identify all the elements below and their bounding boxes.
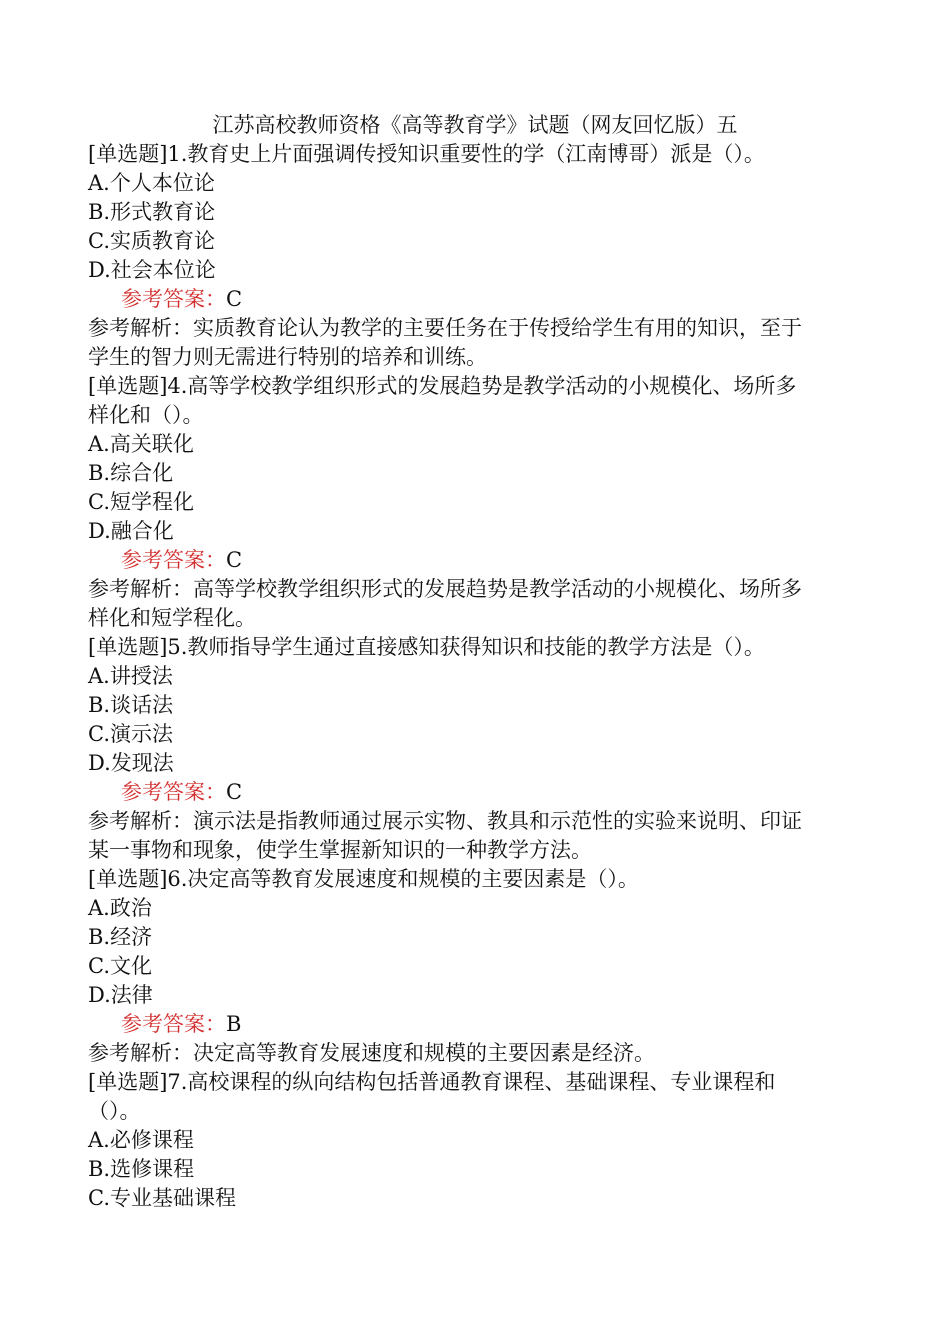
- answer-analysis: 参考解析：实质教育论认为教学的主要任务在于传授给学生有用的知识，至于: [88, 316, 802, 340]
- answer-option: A.高关联化: [88, 432, 194, 456]
- answer-option: D.融合化: [88, 519, 174, 543]
- question-block: [88, 1068, 858, 1213]
- answer-analysis: 参考解析：演示法是指教师通过展示实物、教具和示范性的实验来说明、印证: [88, 809, 802, 833]
- answer-option: A.政治: [88, 896, 152, 920]
- answer-option: D.社会本位论: [88, 258, 216, 282]
- question-block: [88, 865, 858, 1068]
- answer-option: D.法律: [88, 983, 153, 1007]
- answer-analysis: 样化和短学程化。: [88, 606, 256, 630]
- question-stem: 样化和（）。: [88, 403, 204, 427]
- question-stem: [单选题]6.决定高等教育发展速度和规模的主要因素是（）。: [88, 867, 639, 891]
- question-stem: [单选题]7.高校课程的纵向结构包括普通教育课程、基础课程、专业课程和: [88, 1070, 776, 1094]
- question-stem: [单选题]1.教育史上片面强调传授知识重要性的学（江南博哥）派是（）。: [88, 142, 765, 166]
- question-block: [88, 140, 858, 372]
- answer-analysis: 参考解析：决定高等教育发展速度和规模的主要因素是经济。: [88, 1041, 655, 1065]
- answer-option: B.经济: [88, 925, 153, 949]
- answer-option: B.谈话法: [88, 693, 174, 717]
- answer-value: C: [226, 780, 243, 804]
- document-title: 江苏高校教师资格《高等教育学》试题（网友回忆版）五: [212, 113, 738, 137]
- answer-option: B.形式教育论: [88, 200, 216, 224]
- answer-option: C.专业基础课程: [88, 1186, 236, 1210]
- question-stem: （）。: [88, 1099, 141, 1123]
- question-list: [88, 140, 858, 1213]
- answer-option: C.短学程化: [88, 490, 194, 514]
- answer-analysis: 某一事物和现象，使学生掌握新知识的一种教学方法。: [88, 838, 592, 862]
- answer-label: 参考答案：: [121, 780, 226, 804]
- question-stem: [单选题]5.教师指导学生通过直接感知获得知识和技能的教学方法是（）。: [88, 635, 765, 659]
- question-stem: [单选题]4.高等学校教学组织形式的发展趋势是教学活动的小规模化、场所多: [88, 374, 797, 398]
- answer-analysis: 参考解析：高等学校教学组织形式的发展趋势是教学活动的小规模化、场所多: [88, 577, 802, 601]
- answer-option: C.实质教育论: [88, 229, 215, 253]
- reference-answer: [88, 778, 858, 807]
- question-block: [88, 633, 858, 865]
- answer-option: B.选修课程: [88, 1157, 195, 1181]
- answer-option: B.综合化: [88, 461, 174, 485]
- answer-value: C: [226, 548, 243, 572]
- answer-label: 参考答案：: [121, 548, 226, 572]
- answer-option: D.发现法: [88, 751, 174, 775]
- answer-label: 参考答案：: [121, 287, 226, 311]
- answer-option: C.演示法: [88, 722, 173, 746]
- answer-option: A.讲授法: [88, 664, 173, 688]
- reference-answer: [88, 285, 858, 314]
- answer-value: C: [226, 287, 243, 311]
- question-block: [88, 372, 858, 633]
- answer-analysis: 学生的智力则无需进行特别的培养和训练。: [88, 345, 487, 369]
- reference-answer: [88, 546, 858, 575]
- answer-value: B: [226, 1012, 242, 1036]
- answer-option: A.必修课程: [88, 1128, 194, 1152]
- answer-label: 参考答案：: [121, 1012, 226, 1036]
- answer-option: A.个人本位论: [88, 171, 215, 195]
- reference-answer: [88, 1010, 858, 1039]
- answer-option: C.文化: [88, 954, 152, 978]
